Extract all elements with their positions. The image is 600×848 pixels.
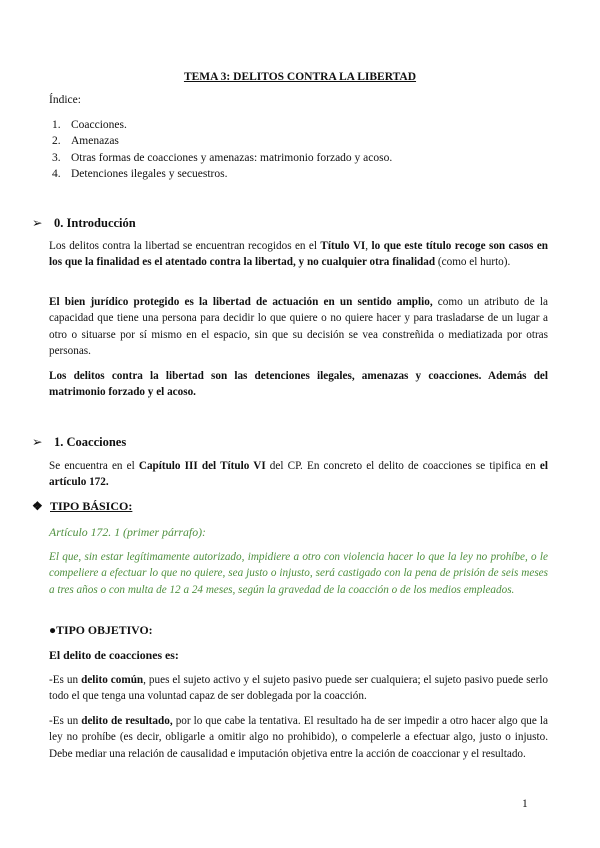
- bold-text-run: delito común: [81, 674, 144, 686]
- index-label: Índice:: [49, 94, 81, 106]
- intro-paragraph-1: [49, 238, 548, 271]
- diamond-bullet-icon: ❖: [32, 499, 43, 513]
- toc-text: Amenazas: [71, 135, 119, 148]
- text-run: , pues el sujeto activo y el sujeto pasivo puede ser cualquiera; el sujeto pasivo puede serlo todo el que tenga una voluntad capaz de ser doblegada por la coacción.: [49, 674, 548, 703]
- article-reference: Artículo 172. 1 (primer párrafo):: [49, 525, 206, 539]
- bold-text-run: lo que este título recoge son casos en los que la finalidad es el atentado contra la libertad, y no cualquier otra finalidad: [49, 240, 549, 269]
- text-run: (como el hurto).: [435, 256, 511, 269]
- toc-item: [52, 166, 392, 182]
- text-run: Los delitos contra la libertad se encuentran recogidos en el: [49, 240, 321, 252]
- text-run: -Es un: [49, 674, 82, 686]
- toc-item: [52, 117, 392, 133]
- arrow-bullet-icon: ➢: [32, 435, 43, 449]
- list-item-delito-resultado: [49, 713, 548, 762]
- document-title: TEMA 3: DELITOS CONTRA LA LIBERTAD: [183, 71, 417, 83]
- bold-text-run: Capítulo III del Título VI: [138, 460, 266, 472]
- toc-item: [52, 150, 392, 166]
- toc-number: 4.: [52, 167, 61, 180]
- toc-text: Otras formas de coacciones y amenazas: matrimonio forzado y acoso.: [71, 151, 393, 164]
- text-run: Se encuentra en el: [49, 460, 139, 472]
- toc-text: Coacciones.: [71, 119, 127, 131]
- tipo-objetivo-heading: ●TIPO OBJETIVO:: [49, 623, 153, 637]
- bold-text-run: delito de resultado,: [81, 715, 173, 727]
- page-number: 1: [522, 798, 528, 810]
- section-heading-text: 1. Coacciones: [54, 435, 127, 449]
- bold-text-run: Título VI: [320, 240, 366, 252]
- section-heading-introduccion: [32, 215, 136, 231]
- toc-number: 3.: [52, 151, 61, 164]
- list-item-delito-comun: [49, 672, 548, 705]
- text-run: del CP. En concreto el delito de coacciones se tipifica en: [265, 460, 540, 472]
- arrow-bullet-icon: ➢: [32, 216, 43, 230]
- bold-text-run: El bien jurídico protegido es la libertad de actuación en un sentido amplio,: [49, 296, 433, 308]
- intro-paragraph-3: Los delitos contra la libertad son las detenciones ilegales, amenazas y coacciones. Además del matrimonio forzado y el acoso.: [49, 370, 548, 399]
- text-run: por lo que cabe la tentativa. El resultado ha de ser impedir a otro hacer algo que la ley no prohíbe (es decir, obligarle a omitir algo no prohibido), o compelerle a efectuar algo, justo o injusto. Debe mediar una relación de causalidad e imputación objetiva entre la acción de coaccionar y el resultado.: [49, 715, 548, 760]
- toc-text: Detenciones ilegales y secuestros.: [71, 167, 228, 180]
- bold-text-run: el artículo 172.: [49, 460, 548, 489]
- article-quote: El que, sin estar legítimamente autorizado, impidiere a otro con violencia hacer lo que la ley no prohíbe, o le compeliere a efectuar lo que no quiere, sea justo o injusto, será castigado con la pena de prisión de seis meses a tres años o con multa de 12 a 24 meses, según la gravedad de la coacción o de los medios empleados.: [49, 551, 548, 596]
- toc-number: 1.: [52, 119, 61, 131]
- table-of-contents: [52, 117, 392, 182]
- tipo-basico-heading: [32, 499, 132, 514]
- text-run: como un atributo de la capacidad que tiene una persona para decidir lo que quiere o no quiere hacer y para trasladarse de un lugar a otro o situarse por sí mismo en el espacio, sin que su decisión se vea constreñida o mediatizada por otras personas.: [49, 296, 548, 358]
- toc-number: 2.: [52, 135, 61, 148]
- text-run: -Es un: [49, 715, 82, 727]
- section-heading-text: 0. Introducción: [54, 216, 136, 230]
- section-heading-coacciones: [32, 434, 126, 450]
- intro-paragraph-2: [49, 294, 548, 360]
- tipo-basico-text: TIPO BÁSICO:: [50, 499, 133, 513]
- toc-item: [52, 133, 392, 149]
- text-run: ,: [365, 240, 372, 252]
- coacciones-paragraph-1: [49, 458, 548, 491]
- delito-es-heading: El delito de coacciones es:: [49, 648, 179, 662]
